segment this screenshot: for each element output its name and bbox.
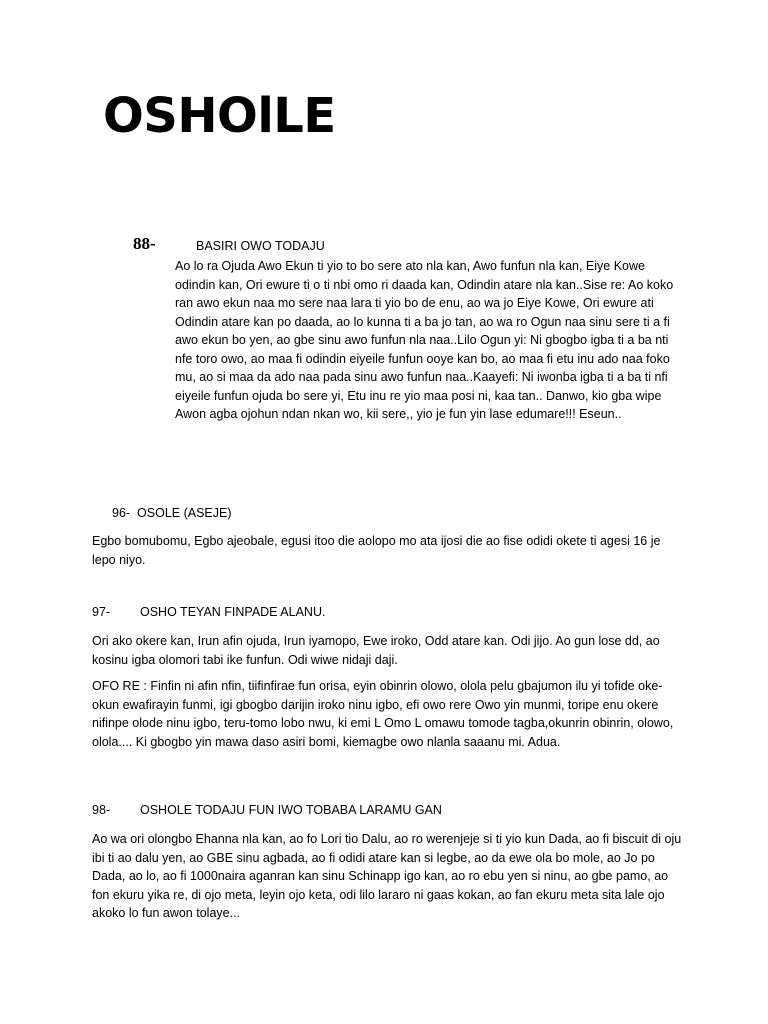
section-98-heading: OSHOLE TODAJU FUN IWO TOBABA LARAMU GAN xyxy=(140,803,442,817)
section-98-number: 98- xyxy=(92,803,111,817)
section-96-number: 96- xyxy=(112,506,131,520)
section-96-body: Egbo bomubomu, Egbo ajeobale, egusi itoo die aolopo mo ata ijosi die ao fise odidi okete ti agesi 16 je lepo niyo. xyxy=(92,534,661,567)
section-97-number: 97- xyxy=(92,605,111,619)
section-97-incantation: OFO RE : Finfin ni afin nfin, tiifinfirae fun orisa, eyin obinrin olowo, olola pelu gbajumon ilu yi tofide oke-okun ewafirayin funmi, igi gbogbo darijin iroko ninu igbo, efi owo rere Owo yin munmi, toripe enu okere nifinpe olode ninu igbo, teru-tomo lobo nwu, ki emi L Omo L omawu tomode tagba,okunrin obinrin, olowo, olola.... Ki gbogbo yin mawa daso asiri bomi, kiemagbe owo nlanla saaanu mi. Adua. xyxy=(92,679,674,749)
section-97-heading-row xyxy=(92,605,325,619)
section-88-heading: BASIRI OWO TODAJU xyxy=(196,239,325,253)
section-88-number: 88- xyxy=(133,234,156,253)
section-97-heading: OSHO TEYAN FINPADE ALANU. xyxy=(140,605,326,619)
section-88-body: Ao lo ra Ojuda Awo Ekun ti yio to bo sere ato nla kan, Awo funfun nla kan, Eiye Kowe odindin kan, Ori ewure ti o ti nbi omo ri daada kan, Odindin atare nla kan..Sise re: Ao koko ran awo ekun naa mo sere naa lara ti yio bo de enu, ao wa jo Eiye Kowe, Ori ewure ati Odindin atare kan po daada, ao lo kunna ti a ba jo tan, ao wa ro Ogun naa sinu sere ti a fi awo ekun bo yen, ao gbe sinu awo funfun nla naa..Lilo Ogun yi: Ni gbogbo igba ti a ba nti nfe toro owo, ao maa fi odindin eiyeile funfun ooye kan bo, ao maa fi etu inu ado naa foko mu, ao si maa da ado naa pada sinu awo funfun naa..Kaayefi: Ni iwonba igba ti a ba ti nfi eiyeile funfun ojuda bo sere yi, Etu inu re yio maa posi ni, kaa tan.. Danwo, kio gba wipe Awon agba ojohun ndan nkan wo, kii sere,, yio je fun yin lase edumare!!! Eseun.. xyxy=(175,259,674,421)
section-97-body: Ori ako okere kan, Irun afin ojuda, Irun iyamopo, Ewe iroko, Odd atare kan. Odi jijo. Ao gun lose dd, ao kosinu igba olomori tabi ike funfun. Odi wiwe nidaji daji. xyxy=(92,634,660,667)
section-98-heading-row xyxy=(92,803,442,817)
section-96-heading: OSOLE (ASEJE) xyxy=(137,506,232,520)
section-98-body: Ao wa ori olongbo Ehanna nla kan, ao fo Lori tio Dalu, ao ro werenjeje si ti yio kun Dada, ao fi biscuit di oju ibi ti ao dalu yen, ao GBE sinu agbada, ao fi odidi atare kan si legbe, ao da ewe ola bo mole, ao Jo po Dada, ao lo, ao fi 1000naira aganran kan sinu Schinapp igo kan, ao ro ebu yen si ninu, ao gbe pamo, ao fon ekuru yika re, di ojo meta, leyin ojo keta, odi lilo lararo ni gaas kokan, ao fan ekuru meta sita lale ojo akoko lo fun awon tolaye... xyxy=(92,832,682,920)
section-96-heading-row xyxy=(112,506,232,520)
document-title: OSHOlLE xyxy=(103,88,336,144)
